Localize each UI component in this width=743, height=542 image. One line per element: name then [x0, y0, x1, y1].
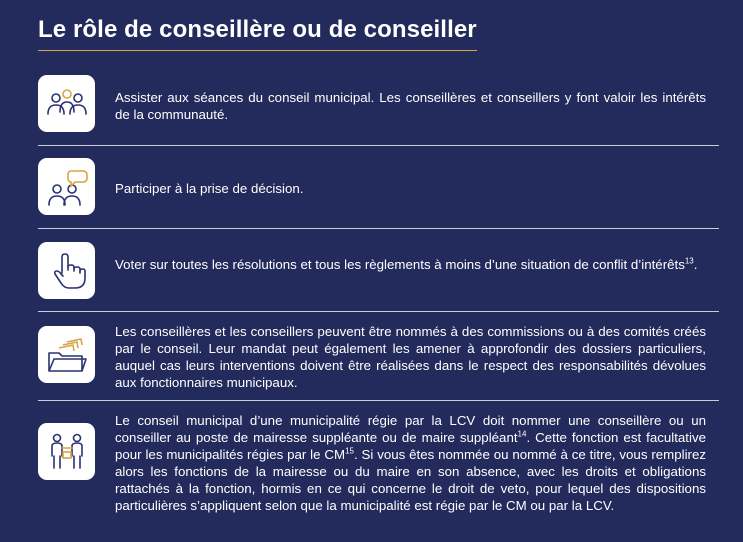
item-text-part: . Cette fonction est facultative pour les municipalités régies par le CM — [115, 430, 706, 462]
divider — [38, 228, 719, 229]
divider — [38, 311, 719, 312]
footnote-ref: 14 — [517, 429, 527, 439]
item-text — [115, 412, 706, 514]
item-text: Les conseillères et les conseillers peuvent être nommés à des commissions ou à des comités créés par le conseil. Leur mandat peut également les amener à approfondir des dossiers particuliers, auquel cas leurs interventions doivent être réalisées dans le respect des responsabilités dévolues aux fonctionnaires municipaux. — [115, 324, 706, 390]
item-text-part: . Si vous êtes nommée ou nommé à ce titre, vous remplirez alors les fonctions de la mairesse ou du maire en son absence, avec les droits et obligations rattachés à la fonction, hormis en ce qui concerne le droit de veto, pour lequel des dispositions particulières s’appliquent selon que la municipalité est régie par le CM ou par la LCV. — [115, 447, 707, 513]
item-text: Assister aux séances du conseil municipal. Les conseillères et conseillers y font valoir les intérêts de la communauté. — [115, 90, 706, 122]
item-text: Participer à la prise de décision. — [115, 181, 304, 196]
item-text-main: Voter sur toutes les résolutions et tous les règlements à moins d’une situation de conflit d’intérêts — [115, 257, 685, 272]
item-text-end: . — [693, 257, 698, 272]
item-text — [115, 256, 706, 273]
speech-bubble-people-icon — [38, 158, 95, 215]
page-title: Le rôle de conseillère ou de conseiller — [38, 16, 477, 51]
standing-people-icon — [38, 423, 95, 480]
divider — [38, 400, 719, 401]
footnote-ref: 13 — [684, 256, 694, 266]
item-text-part: Le conseil municipal d’une municipalité régie par la LCV doit nommer une conseillère ou un conseiller au poste de mairesse suppléante ou de maire suppléant — [115, 413, 706, 445]
divider — [38, 145, 719, 146]
pointing-hand-icon — [38, 242, 95, 299]
meeting-people-icon — [38, 75, 95, 132]
folders-icon — [38, 326, 95, 383]
footnote-ref: 15 — [345, 446, 354, 456]
